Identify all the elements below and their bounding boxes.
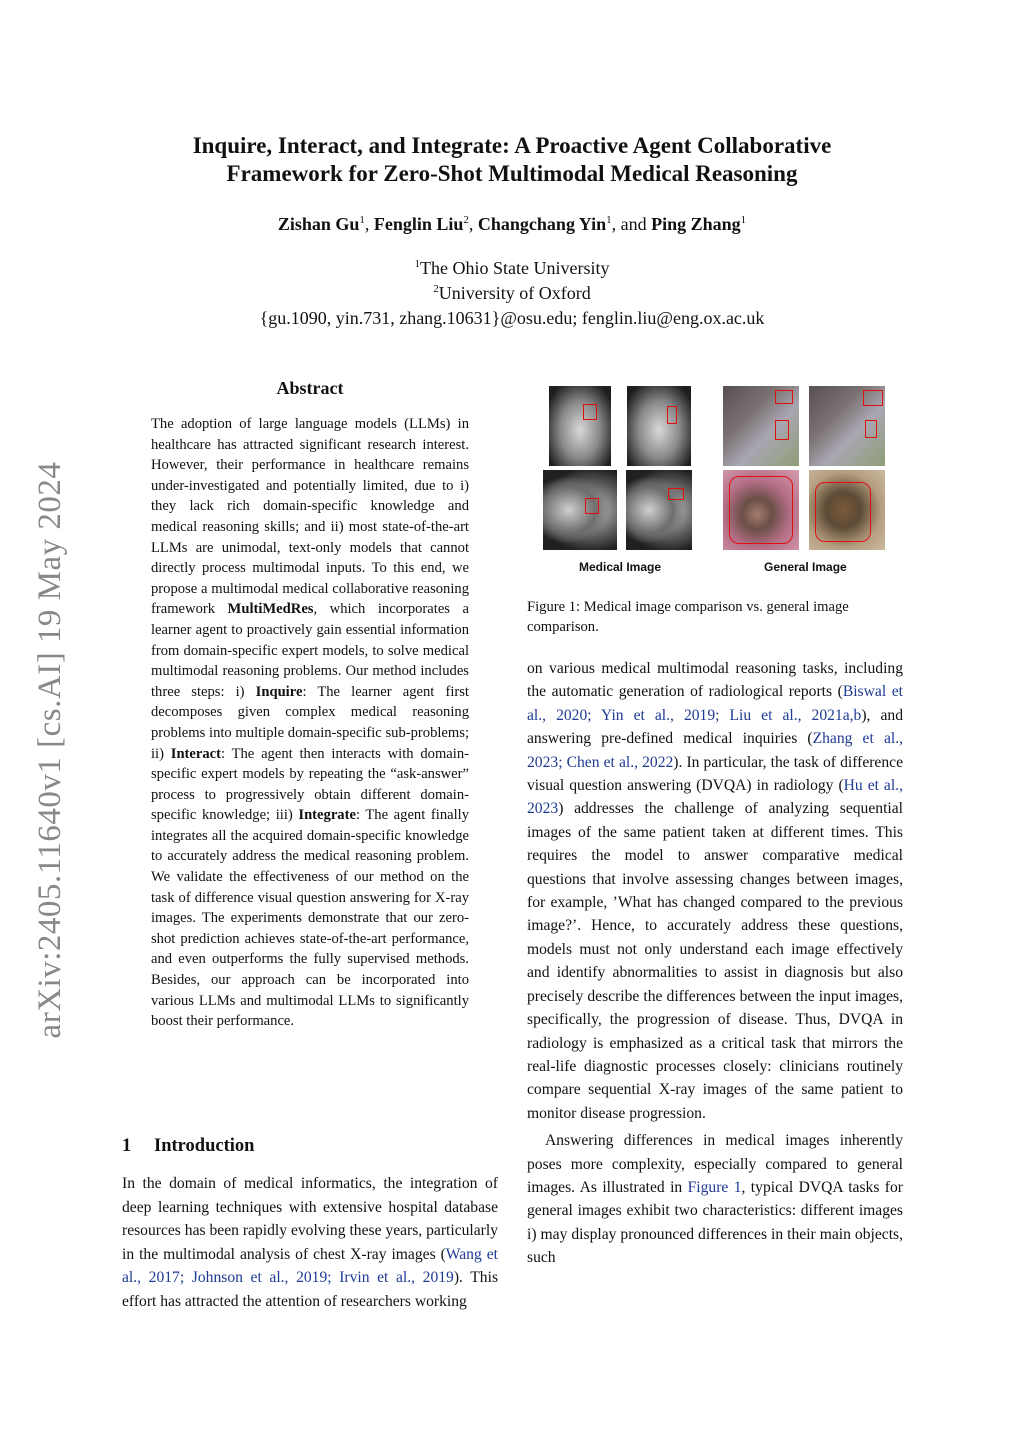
abstract-text: : The agent finally integrates all the acquired domain-specific knowledge to accurately address the medical reasoning problem. We validate the effectiveness of our method on the task of difference visual question answering for X-ray images. The experiments demonstrate that our zero-shot prediction achieves state-of-the-art performance, and even outperforms the fully supervised methods. Besides, our approach can be incorporated into various LLMs and multimodal LLMs to significantly boost their performance. [151, 807, 470, 1030]
figure-label-general: General Image [764, 560, 847, 574]
author-affiliation-mark: 1 [740, 214, 747, 226]
highlight-box [585, 498, 599, 514]
intro-text: In the domain of medical informatics, the integration of deep learning techniques with extensive hospital database resources has been rapidly evolving these years, particularly in the multimodal analysis of chest X-ray images ( [122, 1175, 498, 1263]
author-name: Changchang Yin [477, 214, 607, 234]
abstract-text: , which incorporates a learner agent to proactively gain essential information from domain-specific expert models, to solve medical multimodal reasoning problems. Our method includes three steps: i) [151, 601, 469, 700]
citation-link[interactable]: Hu et al., 2023 [527, 777, 903, 818]
intro-text: ). In particular, the task of difference visual question answering (DVQA) in radiology ( [527, 753, 903, 795]
intro-paragraph [527, 1129, 903, 1269]
abstract-text: : The agent then interacts with domain-specific expert models by repeating the “ask-answer” process to progressively obtain different domain-specific knowledge; iii) [151, 745, 469, 824]
abstract-body [151, 414, 469, 1032]
highlight-box [583, 404, 597, 420]
intro-text: ). This effort has attracted the attention of researchers working [122, 1269, 499, 1310]
author-list [120, 214, 904, 235]
arxiv-identifier: arXiv:2405.11640v1 [cs.AI] 19 May 2024 [31, 461, 68, 1039]
general-image-scene-2 [809, 386, 885, 466]
section-title: Introduction [154, 1136, 255, 1156]
figure-caption: Figure 1: Medical image comparison vs. general image comparison. [527, 599, 849, 635]
author-affiliation-mark: 2 [463, 214, 469, 226]
abstract-heading: Abstract [276, 378, 344, 398]
author-name: Ping Zhang [651, 214, 741, 234]
paper-title [120, 132, 904, 188]
affiliation-mark: 2 [433, 283, 439, 295]
highlight-box [815, 482, 871, 542]
medical-image-lateral-1 [549, 386, 611, 466]
author-name: Zishan Gu [277, 214, 360, 234]
highlight-box [667, 406, 677, 424]
intro-right-column [527, 657, 903, 1270]
figure-reference-link[interactable]: Figure 1 [687, 1178, 742, 1196]
intro-text: Answering differences in medical images inherently poses more complexity, especially compared to general images. As illustrated in [527, 1132, 903, 1196]
highlight-box [729, 476, 793, 544]
section-number: 1 [122, 1136, 132, 1156]
abstract-keyword: Integrate [298, 807, 356, 824]
title-line-1: Inquire, Interact, and Integrate: A Proactive Agent Collaborative [192, 133, 832, 158]
citation-link[interactable]: Biswal et al., 2020; Yin et al., 2019; Liu et al., 2021a,b [527, 683, 903, 724]
intro-text: ) addresses the challenge of analyzing sequential images of the same patient taken at different times. This requires the model to answer comparative medical questions that involve assessing changes between images, for example, ’What has changed compared to the previous image?’. Hence, to accurately address these questions, models must not only understand each image effectively and identify abnormalities to assist in diagnosis but also precisely describe the differences between the input images, specifically, the progression of disease. Thus, DVQA in radiology is emphasized as a critical task that mirrors the real-life diagnostic processes closely: clinicians routinely compare sequential X-ray images of the same patient to monitor disease progression. [527, 800, 903, 1122]
abstract-keyword: Interact [170, 745, 222, 762]
author-affiliation-mark: 1 [606, 214, 612, 226]
author-separator: , [364, 214, 374, 234]
intro-paragraph [527, 657, 903, 1125]
highlight-box [863, 390, 883, 406]
abstract-keyword: MultiMedRes [227, 601, 314, 618]
abstract-text: : The learner agent first decomposes given complex medical reasoning problems into multiple domain-specific sub-problems; ii) [151, 683, 469, 762]
intro-text: ), and answering pre-defined medical inquiries ( [527, 706, 903, 748]
intro-paragraph-left [122, 1172, 498, 1313]
highlight-box [775, 390, 793, 404]
author-separator: , [468, 214, 478, 234]
author-separator: , and [611, 214, 652, 234]
citation-link[interactable]: Zhang et al., 2023; Chen et al., 2022 [527, 730, 903, 771]
author-name: Fenglin Liu [373, 214, 464, 234]
affiliation-name: University of Oxford [438, 283, 591, 303]
title-line-2: Framework for Zero-Shot Multimodal Medical Reasoning [226, 161, 798, 186]
highlight-box [865, 420, 877, 438]
section-heading [122, 1136, 254, 1157]
figure-label-medical: Medical Image [579, 560, 662, 574]
highlight-box [668, 488, 684, 500]
medical-image-frontal-2 [626, 470, 692, 550]
affiliation-name: The Ohio State University [420, 258, 610, 278]
abstract-keyword: Inquire [255, 683, 303, 700]
affiliation-2 [120, 283, 904, 304]
medical-image-frontal-1 [543, 470, 617, 550]
highlight-box [775, 420, 789, 440]
general-image-bird-1 [723, 470, 799, 550]
general-image-bird-2 [809, 470, 885, 550]
intro-text: , typical DVQA tasks for general images exhibit two characteristics: different images i) may display pronounced differences in their main objects, such [527, 1178, 903, 1267]
author-emails: {gu.1090, yin.731, zhang.10631}@osu.edu; fenglin.liu@eng.ox.ac.uk [259, 308, 765, 328]
intro-text: on various medical multimodal reasoning tasks, including the automatic generation of radiological reports ( [527, 660, 903, 701]
author-affiliation-mark: 1 [359, 214, 365, 226]
affiliation-mark: 1 [414, 258, 421, 270]
general-image-scene-1 [723, 386, 799, 466]
medical-image-lateral-2 [627, 386, 691, 466]
abstract-text: The adoption of large language models (LLMs) in healthcare has attracted significant research interest. However, their performance in healthcare remains under-investigated and potentially limited, due to i) they lack rich domain-specific knowledge and medical reasoning skills; and ii) most state-of-the-art LLMs are unimodal, text-only models that cannot directly process multimodal inputs. To this end, we propose a multimodal medical collaborative reasoning framework [151, 416, 469, 618]
citation-link[interactable]: Wang et al., 2017; Johnson et al., 2019; Irvin et al., 2019 [122, 1245, 498, 1286]
affiliation-1 [120, 258, 904, 279]
